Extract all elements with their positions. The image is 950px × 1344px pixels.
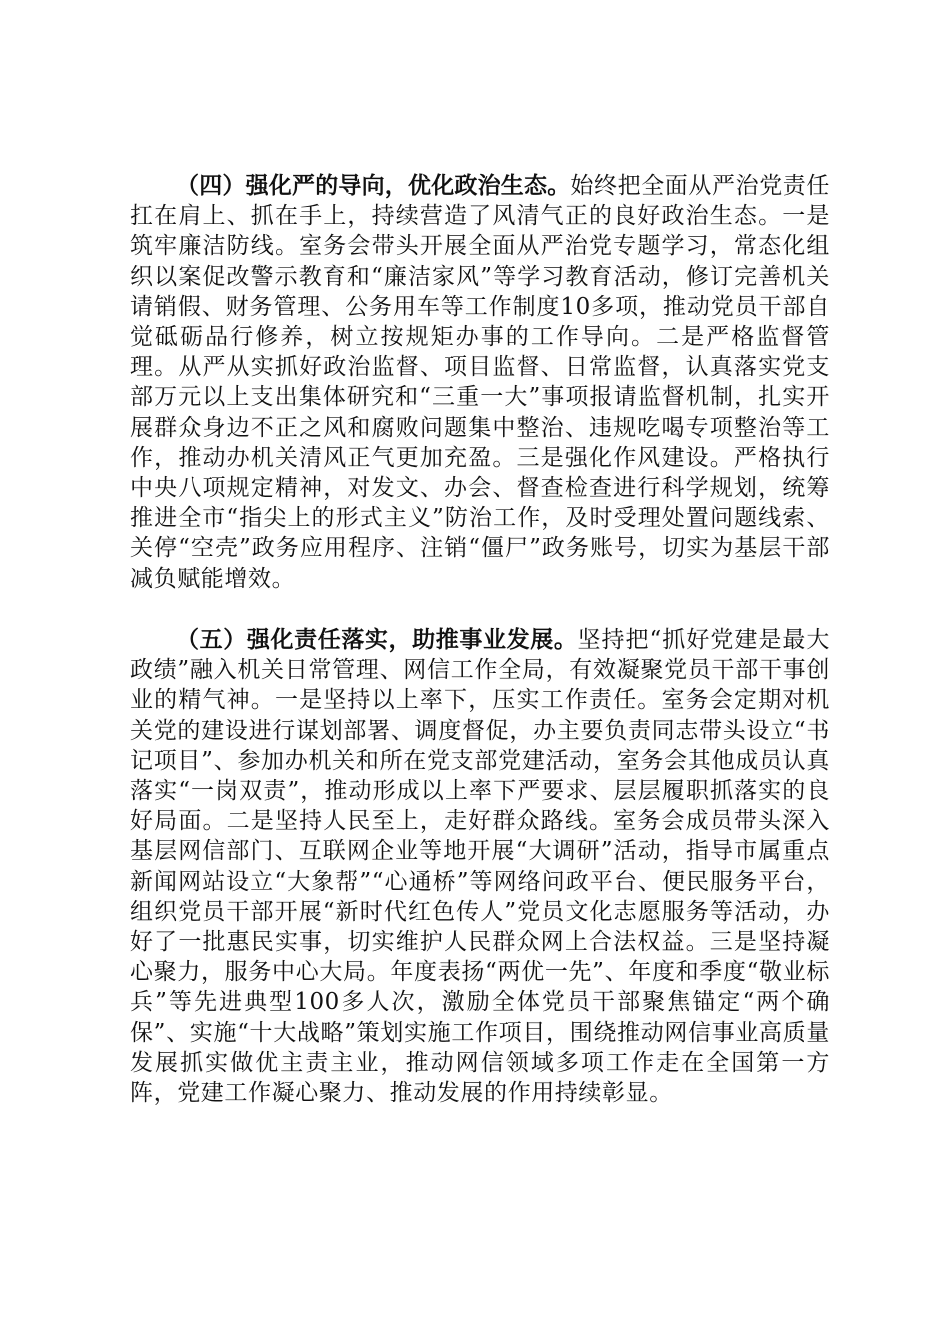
- section-five-heading: （五）强化责任落实，助推事业发展。: [176, 627, 578, 653]
- paragraph-section-four: [130, 171, 830, 594]
- section-four-heading: （四）强化严的导向，优化政治生态。: [176, 173, 571, 199]
- section-four-body: 始终把全面从严治党责任扛在肩上、抓在手上，持续营造了风清气正的良好政治生态。一是筑牢廉洁防线。室务会带头开展全面从严治党专题学习，常态化组织以案促改警示教育和“廉洁家风”等学习教育活动，修订完善机关请销假、财务管理、公务用车等工作制度10多项，推动党员干部自觉砥砺品行修养，树立按规矩办事的工作导向。二是严格监督管理。从严从实抓好政治监督、项目监督、日常监督，认真落实党支部万元以上支出集体研究和“三重一大”事项报请监督机制，扎实开展群众身边不正之风和腐败问题集中整治、违规吃喝专项整治等工作，推动办机关清风正气更加充盈。三是强化作风建设。严格执行中央八项规定精神，对发文、办会、督查检查进行科学规划，统筹推进全市“指尖上的形式主义”防治工作，及时受理处置问题线索、关停“空壳”政务应用程序、注销“僵尸”政务账号，切实为基层干部减负赋能增效。: [130, 173, 831, 592]
- section-five-body: 坚持把“抓好党建是最大政绩”融入机关日常管理、网信工作全局，有效凝聚党员干部干事创业的精气神。一是坚持以上率下，压实工作责任。室务会定期对机关党的建设进行谋划部署、调度督促，办主要负责同志带头设立“书记项目”、参加办机关和所在党支部党建活动，室务会其他成员认真落实“一岗双责”，推动形成以上率下严要求、层层履职抓落实的良好局面。二是坚持人民至上，走好群众路线。室务会成员带头深入基层网信部门、互联网企业等地开展“大调研”活动，指导市属重点新闻网站设立“大象帮”“心通桥”等网络问政平台、便民服务平台，组织党员干部开展“新时代红色传人”党员文化志愿服务等活动，办好了一批惠民实事，切实维护人民群众网上合法权益。三是坚持凝心聚力，服务中心大局。年度表扬“两优一先”、年度和季度“敬业标兵”等先进典型100多人次，激励全体党员干部聚焦锚定“两个确保”、实施“十大战略”策划实施工作项目，围绕推动网信事业高质量发展抓实做优主责主业，推动网信领域多项工作走在全国第一方阵，党建工作凝心聚力、推动发展的作用持续彰显。: [130, 627, 831, 1107]
- paragraph-section-five: [130, 625, 830, 1108]
